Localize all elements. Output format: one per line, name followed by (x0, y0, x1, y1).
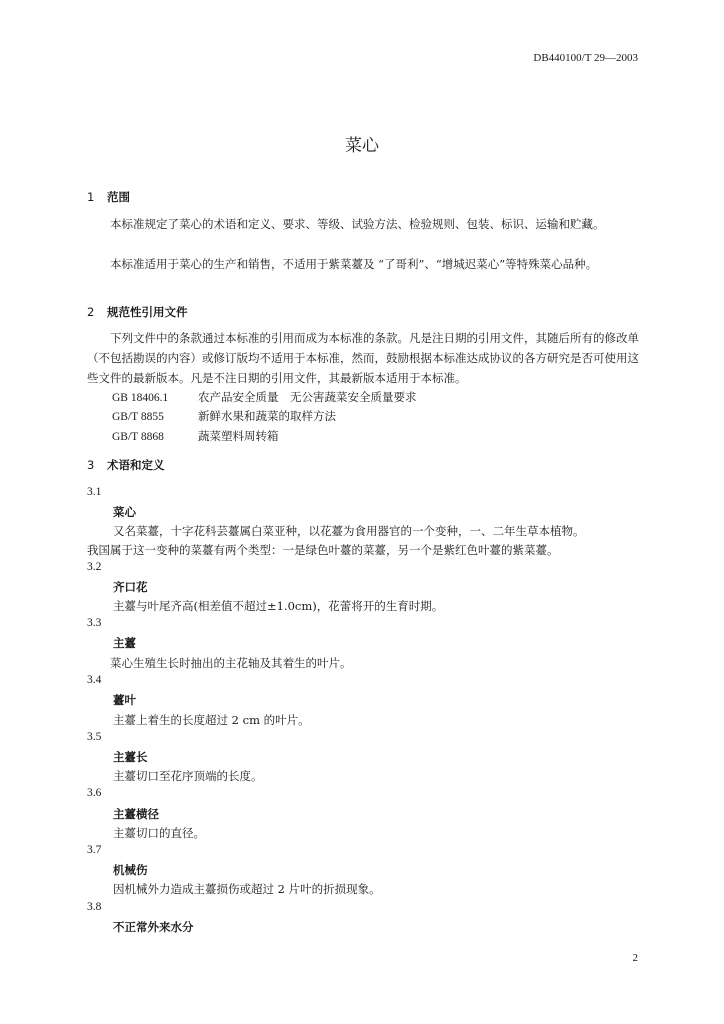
term-number: 3.1 (87, 486, 102, 498)
term-number: 3.2 (87, 561, 102, 573)
term-number: 3.4 (87, 674, 102, 686)
document-number: DB440100/T 29—2003 (533, 52, 638, 64)
term-definition: 又名菜薹，十字花科芸薹属白菜亚种，以花薹为食用器官的一个变种，一、二年生草本植物。 (113, 524, 585, 538)
term-title: 薹叶 (113, 693, 136, 707)
reference-code: GB/T 8855 (112, 411, 164, 423)
term-definition: 主薹切口的直径。 (113, 826, 205, 840)
reference-item (112, 408, 336, 424)
reference-code: GB 18406.1 (112, 392, 169, 404)
term-title: 菜心 (113, 505, 136, 519)
term-title: 齐口花 (113, 580, 148, 594)
term-definition: 我国属于这一变种的菜薹有两个类型：一是绿色叶薹的菜薹，另一个是紫红色叶薹的紫菜薹。 (87, 543, 559, 557)
term-definition: 主薹上着生的长度超过 2 cm 的叶片。 (113, 713, 310, 727)
term-number: 3.5 (87, 731, 102, 743)
section-2-paragraph-1: 下列文件中的条款通过本标准的引用而成为本标准的条款。凡是注日期的引用文件，其随后所有的修改单（不包括勘误的内容）或修订版均不适用于本标准，然而，鼓励根据本标准达成协议的各方研究是否可使用这些文件的最新版本。凡是不注日期的引用文件，其最新版本适用于本标准。 (87, 331, 639, 385)
term-definition: 主薹与叶尾齐高(相差值不超过±1.0cm)，花蕾将开的生育时期。 (113, 599, 444, 613)
section-number: 3 (87, 458, 95, 472)
term-number: 3.7 (87, 844, 102, 856)
section-2-heading (87, 304, 188, 320)
term-title: 机械伤 (113, 863, 148, 877)
term-number: 3.3 (87, 617, 102, 629)
term-number: 3.6 (87, 787, 102, 799)
section-title: 规范性引用文件 (107, 305, 188, 319)
section-1-paragraph-2: 本标准适用于菜心的生产和销售，不适用于紫菜薹及 “了哥利”、“增城迟菜心”等特殊菜心品种。 (110, 257, 598, 271)
section-1-heading (87, 189, 130, 205)
page-number: 2 (632, 952, 638, 964)
section-title: 术语和定义 (107, 458, 165, 472)
term-definition: 主薹切口至花序顶端的长度。 (113, 769, 263, 783)
term-title: 不正常外来水分 (113, 920, 194, 934)
section-number: 1 (87, 190, 95, 204)
reference-title: 蔬菜塑料周转箱 (198, 429, 279, 443)
section-title: 范围 (107, 190, 130, 204)
term-number: 3.8 (87, 901, 102, 913)
reference-code: GB/T 8868 (112, 431, 164, 443)
term-definition: 因机械外力造成主薹损伤或超过 2 片叶的折损现象。 (113, 882, 381, 896)
reference-title: 农产品安全质量 无公害蔬菜安全质量要求 (198, 390, 417, 404)
reference-title: 新鲜水果和蔬菜的取样方法 (198, 409, 336, 423)
term-definition: 菜心生殖生长时抽出的主花轴及其着生的叶片。 (110, 656, 352, 670)
reference-item (112, 428, 279, 444)
section-3-heading (87, 457, 165, 473)
reference-item (112, 389, 417, 405)
page-title: 菜心 (345, 136, 379, 156)
section-number: 2 (87, 305, 95, 319)
section-1-paragraph-1: 本标准规定了菜心的术语和定义、要求、等级、试验方法、检验规则、包装、标识、运输和贮藏。 (110, 217, 605, 231)
term-title: 主薹横径 (113, 807, 159, 821)
term-title: 主薹长 (113, 750, 148, 764)
term-title: 主薹 (113, 636, 136, 650)
